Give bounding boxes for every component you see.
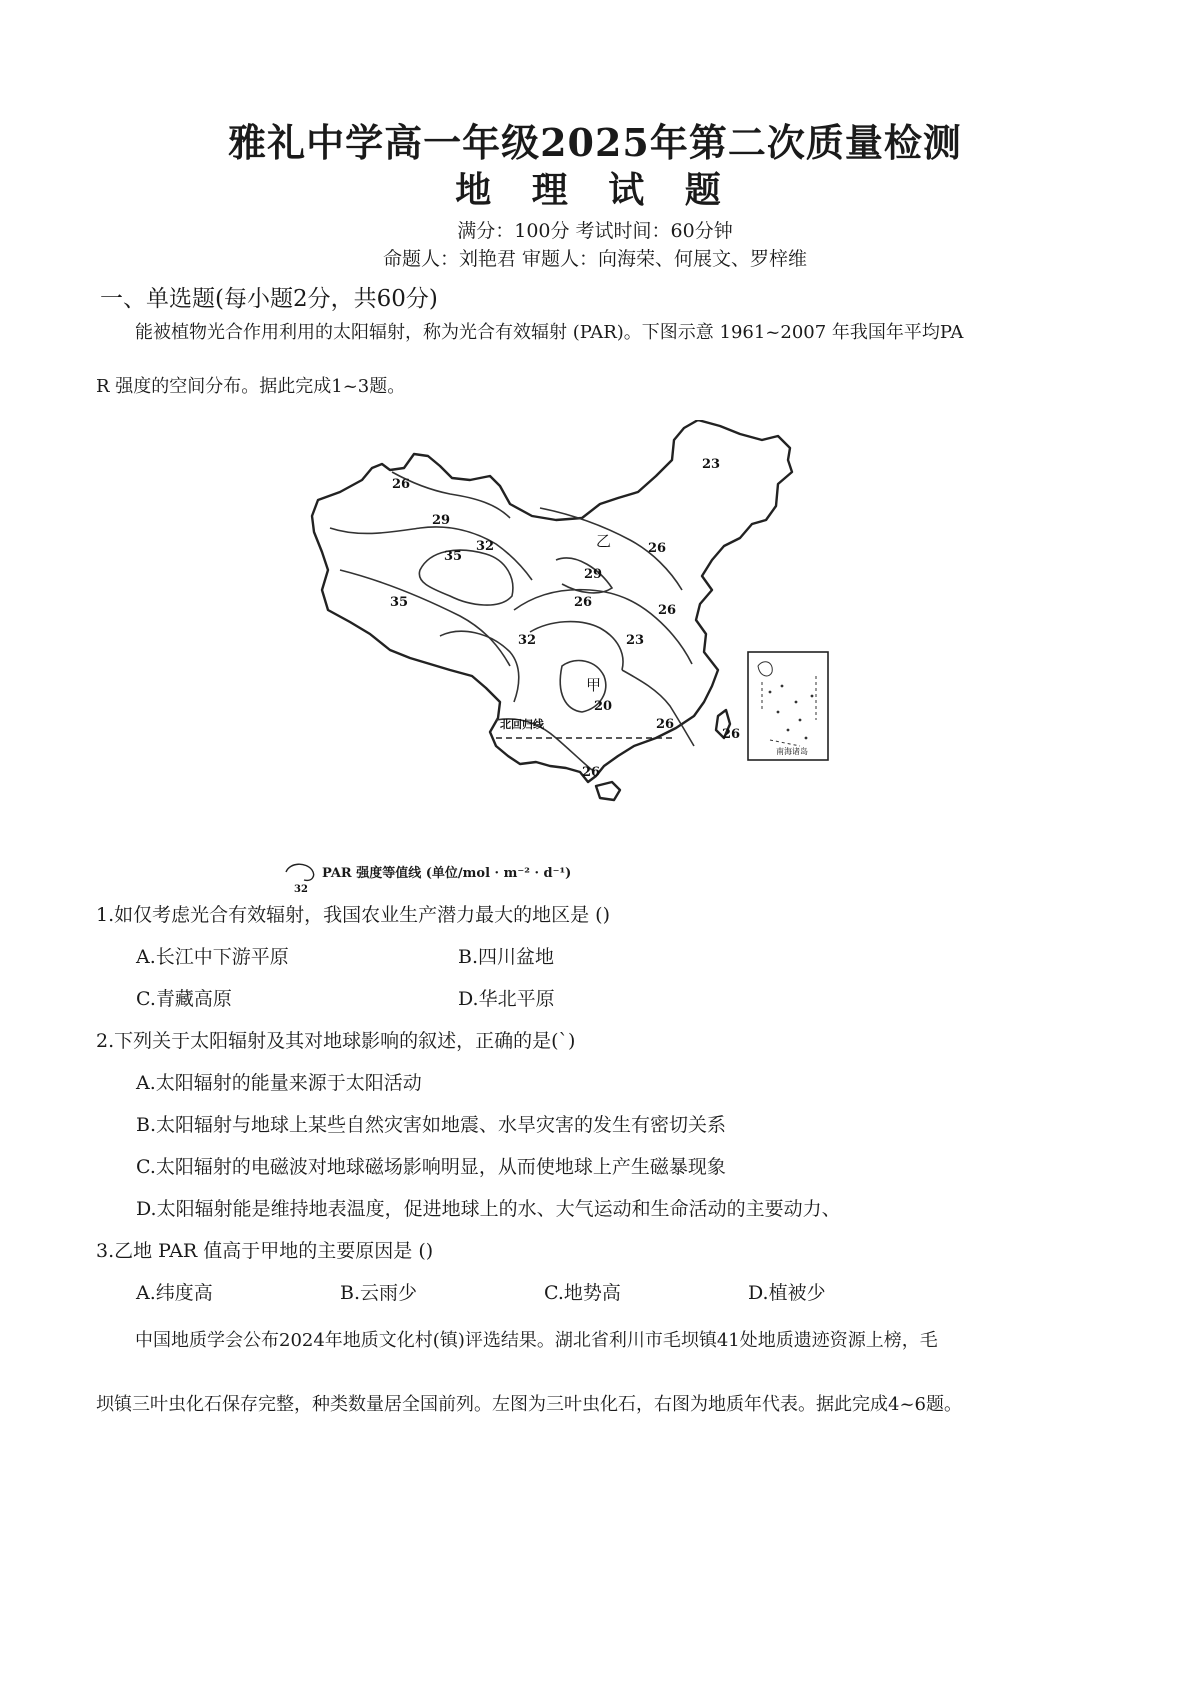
isoline-label: 32 <box>518 633 537 648</box>
isoline-label: 26 <box>582 765 601 780</box>
question-1-option-d: D.华北平原 <box>458 988 555 1010</box>
question-1-stem: 1.如仅考虑光合有效辐射，我国农业生产潜力最大的地区是 () <box>96 904 610 926</box>
passage1-line2: R 强度的空间分布。据此完成1~3题。 <box>96 376 406 397</box>
china-outline <box>312 420 792 782</box>
question-3-option-c: C.地势高 <box>544 1282 621 1304</box>
question-3-stem: 3.乙地 PAR 值高于甲地的主要原因是 () <box>96 1240 434 1262</box>
isoline-label: 29 <box>584 567 603 582</box>
exam-title: 雅礼中学高一年级2025年第二次质量检测 <box>228 120 962 165</box>
subject-title: 地 理 试 题 <box>455 169 735 211</box>
question-3-option-d: D.植被少 <box>748 1282 826 1304</box>
legend-symbol <box>282 860 322 894</box>
isoline-label: 35 <box>390 595 409 610</box>
isoline-label: 26 <box>658 603 677 618</box>
isoline-label: 23 <box>626 633 645 648</box>
tropic-label: 北回归线 <box>500 718 544 731</box>
isoline <box>419 550 513 605</box>
question-2-option-a: A.太阳辐射的能量来源于太阳活动 <box>136 1072 422 1094</box>
isoline-label: 32 <box>476 539 495 554</box>
section-heading: 一、单选题(每小题2分，共60分) <box>100 286 438 312</box>
passage2-line1: 中国地质学会公布2024年地质文化村(镇)评选结果。湖北省利川市毛坝镇41处地质遗迹资源上榜，毛 <box>135 1330 938 1351</box>
question-1-option-a: A.长江中下游平原 <box>136 946 289 968</box>
isoline-label: 26 <box>648 541 667 556</box>
place-label-jia: 甲 <box>586 676 602 694</box>
isoline-label: 29 <box>432 513 451 528</box>
question-2-option-d: D.太阳辐射能是维持地表温度，促进地球上的水、大气运动和生命活动的主要动力、 <box>136 1198 841 1220</box>
isoline <box>330 527 532 580</box>
isoline-label: 26 <box>656 717 675 732</box>
exam-meta-score-time: 满分：100分 考试时间：60分钟 <box>457 220 733 242</box>
place-label-yi: 乙 <box>596 532 612 550</box>
inset-label: 南海诸岛 <box>776 747 808 756</box>
isoline <box>440 631 519 702</box>
isoline-label: 26 <box>574 595 593 610</box>
hainan-island <box>596 782 620 800</box>
isoline-label: 26 <box>392 477 411 492</box>
par-map-figure <box>300 420 910 875</box>
isoline-label: 35 <box>444 549 463 564</box>
isoline <box>622 670 694 746</box>
question-3-option-b: B.云雨少 <box>340 1282 418 1304</box>
exam-meta-authors: 命题人：刘艳君 审题人：向海荣、何展文、罗梓维 <box>382 248 808 270</box>
question-3-option-a: A.纬度高 <box>136 1282 213 1304</box>
question-2-option-c: C.太阳辐射的电磁波对地球磁场影响明显，从而使地球上产生磁暴现象 <box>136 1156 726 1178</box>
legend-sample-value: 32 <box>294 884 308 894</box>
isoline-label: 26 <box>722 727 741 742</box>
isoline-label: 20 <box>594 699 613 714</box>
passage2-line2: 坝镇三叶虫化石保存完整，种类数量居全国前列。左图为三叶虫化石，右图为地质年代表。据此完成4~6题。 <box>96 1394 962 1415</box>
question-1-option-b: B.四川盆地 <box>458 946 555 968</box>
question-1-option-c: C.青藏高原 <box>136 988 232 1010</box>
question-2-option-b: B.太阳辐射与地球上某些自然灾害如地震、水旱灾害的发生有密切关系 <box>136 1114 727 1136</box>
question-2-stem: 2.下列关于太阳辐射及其对地球影响的叙述，正确的是(`) <box>96 1030 576 1052</box>
isoline-label: 23 <box>702 457 721 472</box>
isoline <box>530 622 623 670</box>
map-legend-text: PAR 强度等值线 (单位/mol · m⁻² · d⁻¹) <box>322 866 572 881</box>
passage1-line1: 能被植物光合作用利用的太阳辐射，称为光合有效辐射 (PAR)。下图示意 1961~2007 年我国年平均PA <box>135 322 964 343</box>
